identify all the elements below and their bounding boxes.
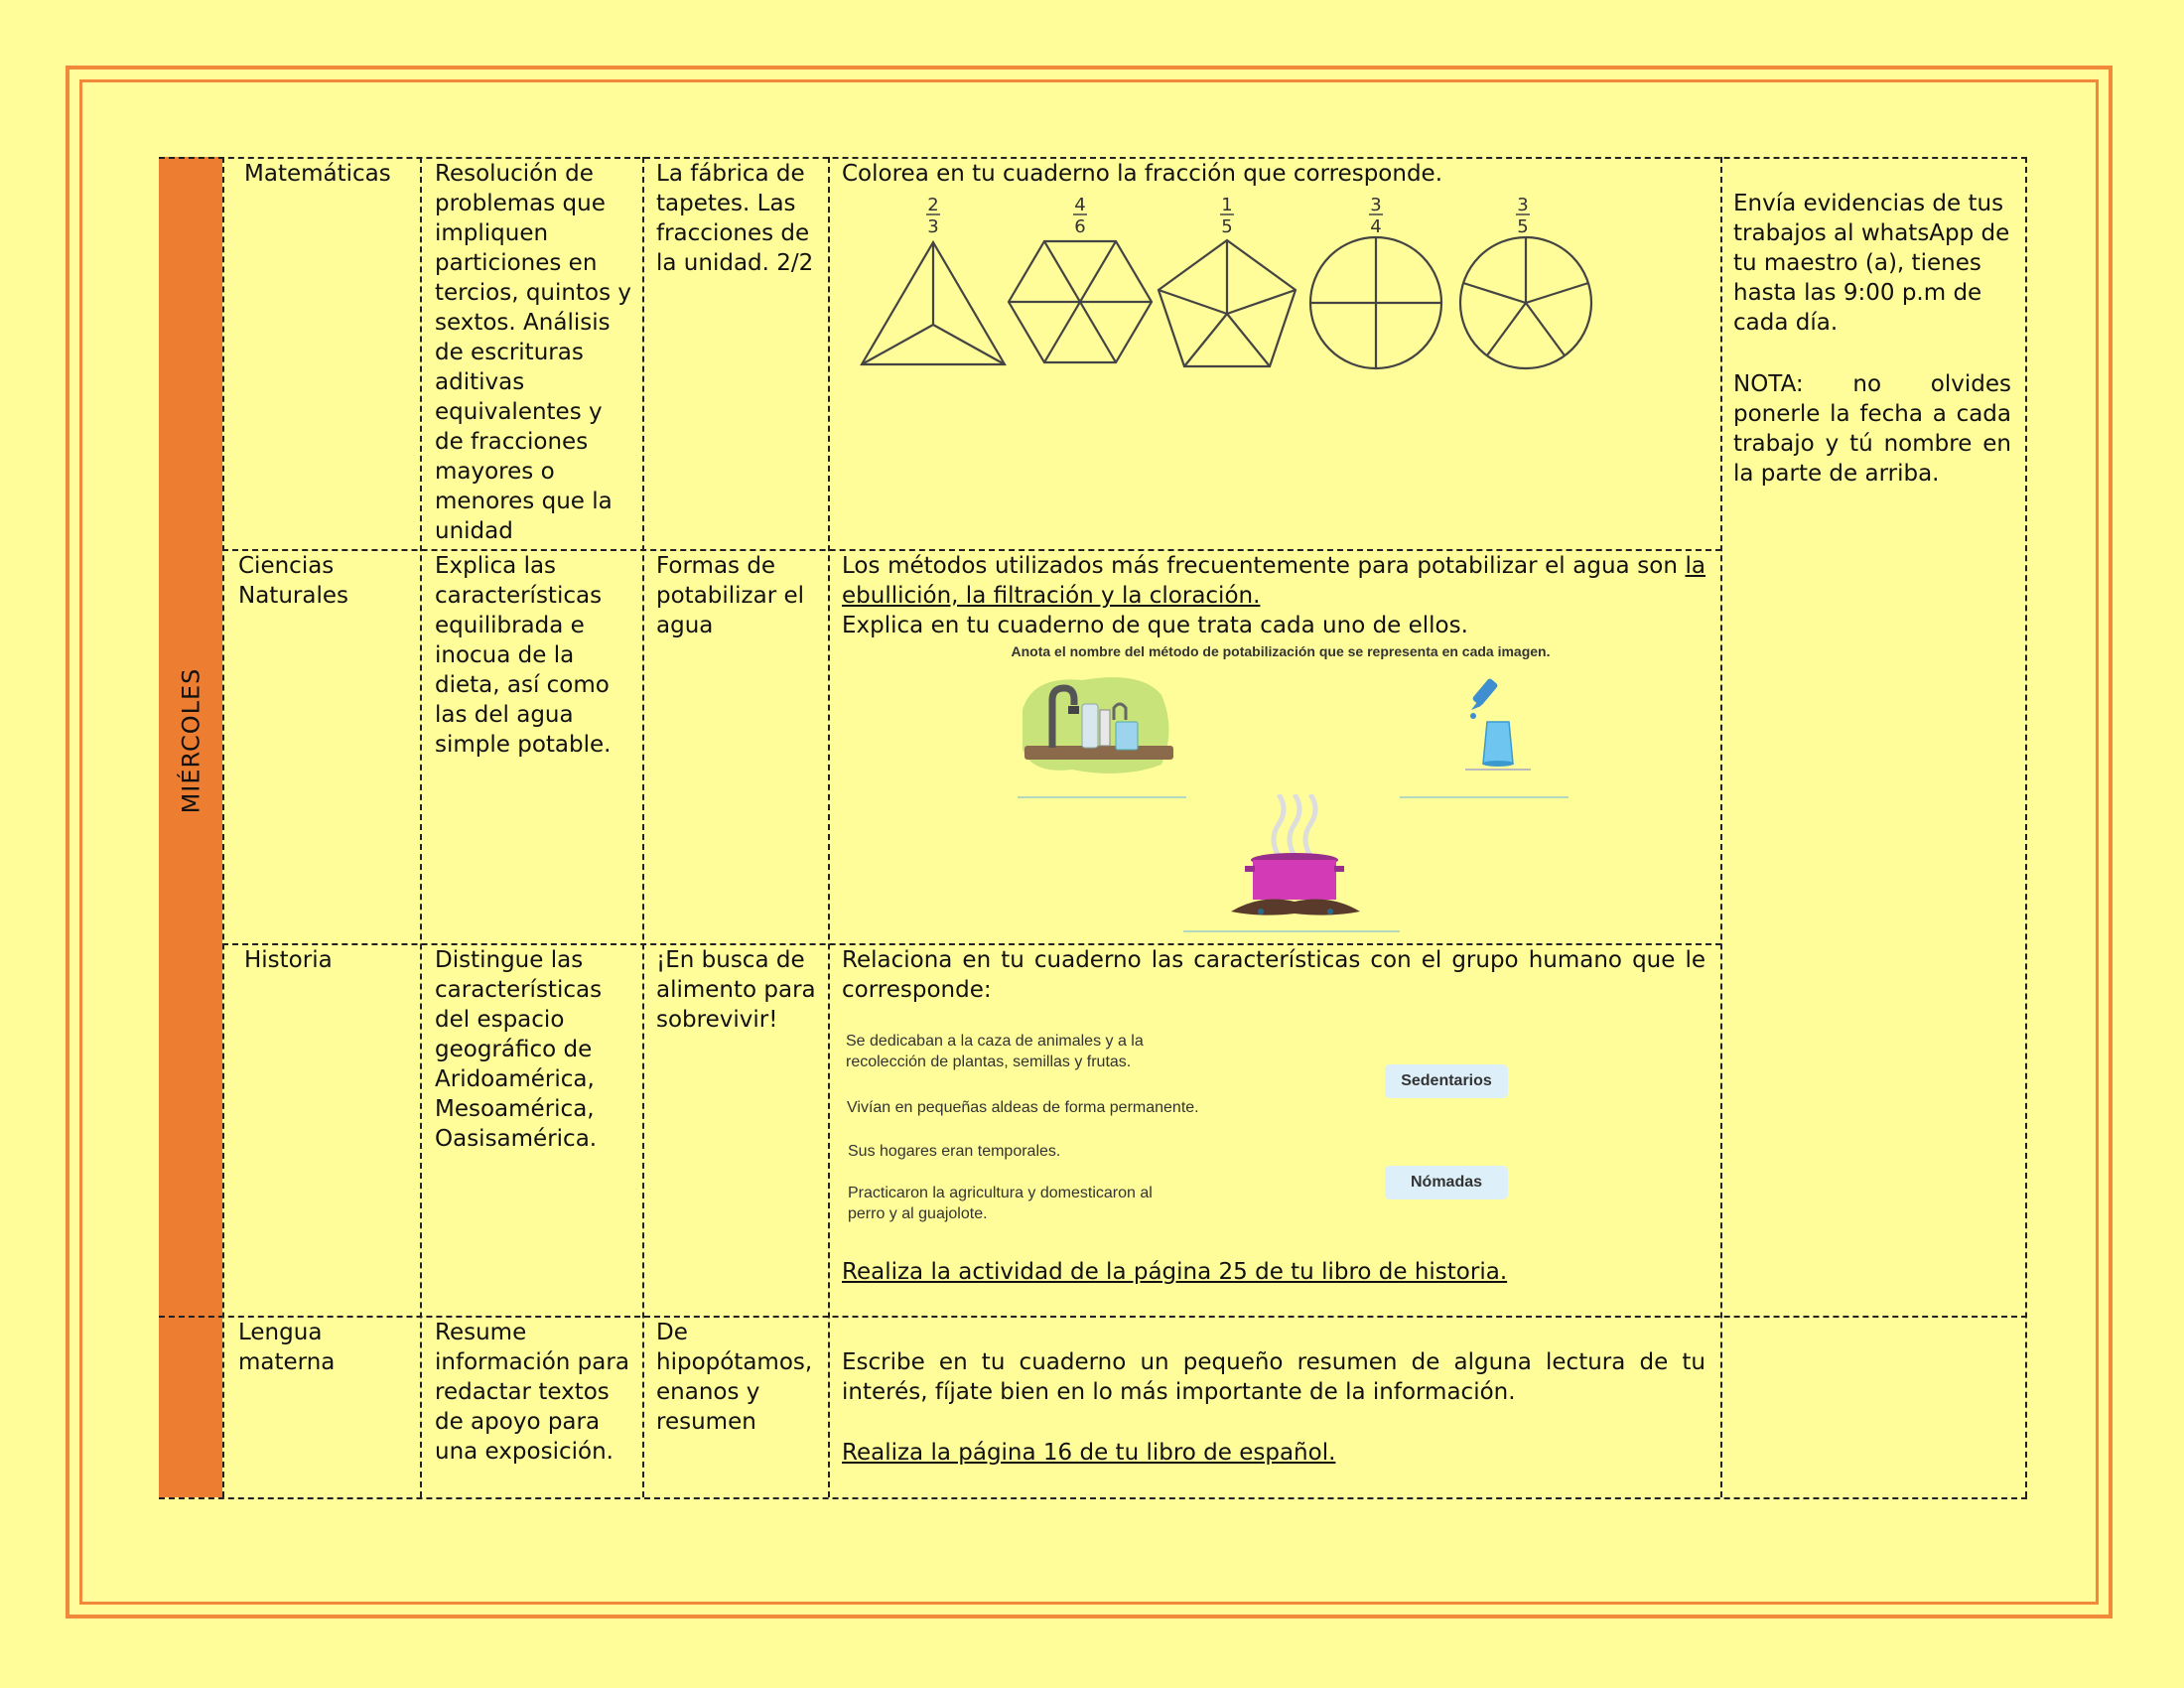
fraction-3-5 [1516,195,1530,237]
pentagon-shape [1159,240,1296,366]
activity-historia: Relaciona en tu cuaderno las características con el grupo humano que le corresponde: [842,947,1706,1003]
statement-1: Se dedicaban a la caza de animales y a la recolección de plantas, semillas y frutas. [846,1033,1144,1070]
notes-nota: NOTA: no olvides ponerle la fecha a cada trabajo y tú nombre en la parte de arriba. [1733,371,2011,487]
statement-3: Sus hogares eran temporales. [848,1143,1061,1160]
svg-text:4: 4 [1370,216,1382,237]
subject-matematicas: Matemáticas [244,161,391,187]
table-border-right [2025,157,2027,1497]
table-border-bottom [159,1497,2027,1499]
fractions-figure [842,191,1715,379]
learning-lengua: Resume información para redactar textos de apoyo para una exposición. [435,1320,629,1465]
fraction-2-3 [926,195,940,237]
task-lengua: Realiza la página 16 de tu libro de español. [842,1440,1336,1466]
lesson-matematicas: La fábrica de tapetes. Las fracciones de la unidad. 2/2 [656,161,814,276]
svg-text:1: 1 [1221,195,1233,215]
notes-send-evidence: Envía evidencias de tus trabajos al whatsApp de tu maestro (a), tienes hasta las 9:00 p.m de cada día. [1733,191,2010,336]
fraction-4-6 [1073,195,1087,237]
subject-lengua: Lengua materna [238,1320,336,1375]
chlorination-illustration [1400,670,1573,799]
activity-ciencias: Los métodos utilizados más frecuentemente para potabilizar el agua son la ebullición, la filtración y la cloración. Explica en tu cuaderno de que trata cada uno de ellos. [842,553,1706,638]
svg-text:3: 3 [927,216,939,237]
activity-lengua: Escribe en tu cuaderno un pequeño resumen de alguna lectura de tu interés, fíjate bien en lo más importante de la información. [842,1349,1706,1405]
statement-4: Practicaron la agricultura y domesticaron al perro y al guajolote. [848,1185,1153,1222]
filtration-illustration [1013,670,1191,799]
svg-text:2: 2 [927,195,939,215]
worksheet-title: Anota el nombre del método de potabilización que se representa en cada imagen. [1011,643,1551,659]
svg-text:3: 3 [1370,195,1382,215]
lesson-historia: ¡En busca de alimento para sobrevivir! [656,947,816,1033]
col-divider-0 [222,157,224,1497]
hexagon-shape [1009,241,1152,362]
circle-fifths-shape [1460,237,1591,368]
svg-text:6: 6 [1074,216,1086,237]
learning-matematicas: Resolución de problemas que impliquen particiones en tercios, quintos y sextos. Análisis de escrituras aditivas equivalentes y de fracciones mayores o menores que la unidad [435,161,631,544]
learning-ciencias: Explica las características equilibrada e inocua de la dieta, así como las del agua simple potable. [435,553,612,758]
subject-historia: Historia [244,947,333,973]
subject-ciencias: Ciencias Naturales [238,553,348,609]
learning-historia: Distingue las características del espacio geográfico de Aridoamérica, Mesoamérica, Oasisamérica. [435,947,603,1152]
svg-text:3: 3 [1517,195,1529,215]
day-label: MIÉRCOLES [177,667,205,814]
boiling-illustration [1181,794,1405,935]
lesson-lengua: De hipopótamos, enanos y resumen [656,1320,813,1435]
col-divider-3 [828,157,830,1497]
circle-quarters-shape [1310,237,1441,368]
fraction-1-5 [1220,195,1234,237]
methods-link-text: la ebullición, la filtración y la cloración. [842,553,1706,609]
svg-text:4: 4 [1074,195,1086,215]
col-divider-4 [1720,157,1722,1497]
task-historia: Realiza la actividad de la página 25 de tu libro de historia. [842,1259,1508,1285]
activity-matematicas: Colorea en tu cuaderno la fracción que corresponde. [842,161,1443,187]
col-divider-2 [642,157,644,1497]
col-divider-1 [420,157,422,1497]
svg-text:5: 5 [1221,216,1233,237]
fraction-3-4 [1369,195,1383,237]
group-sedentarios: Sedentarios [1385,1064,1508,1098]
group-nomadas: Nómadas [1385,1166,1508,1199]
statement-2: Vivían en pequeñas aldeas de forma permanente. [847,1099,1199,1116]
svg-text:5: 5 [1517,216,1529,237]
triangle-shape [862,242,1005,364]
lesson-ciencias: Formas de potabilizar el agua [656,553,805,638]
